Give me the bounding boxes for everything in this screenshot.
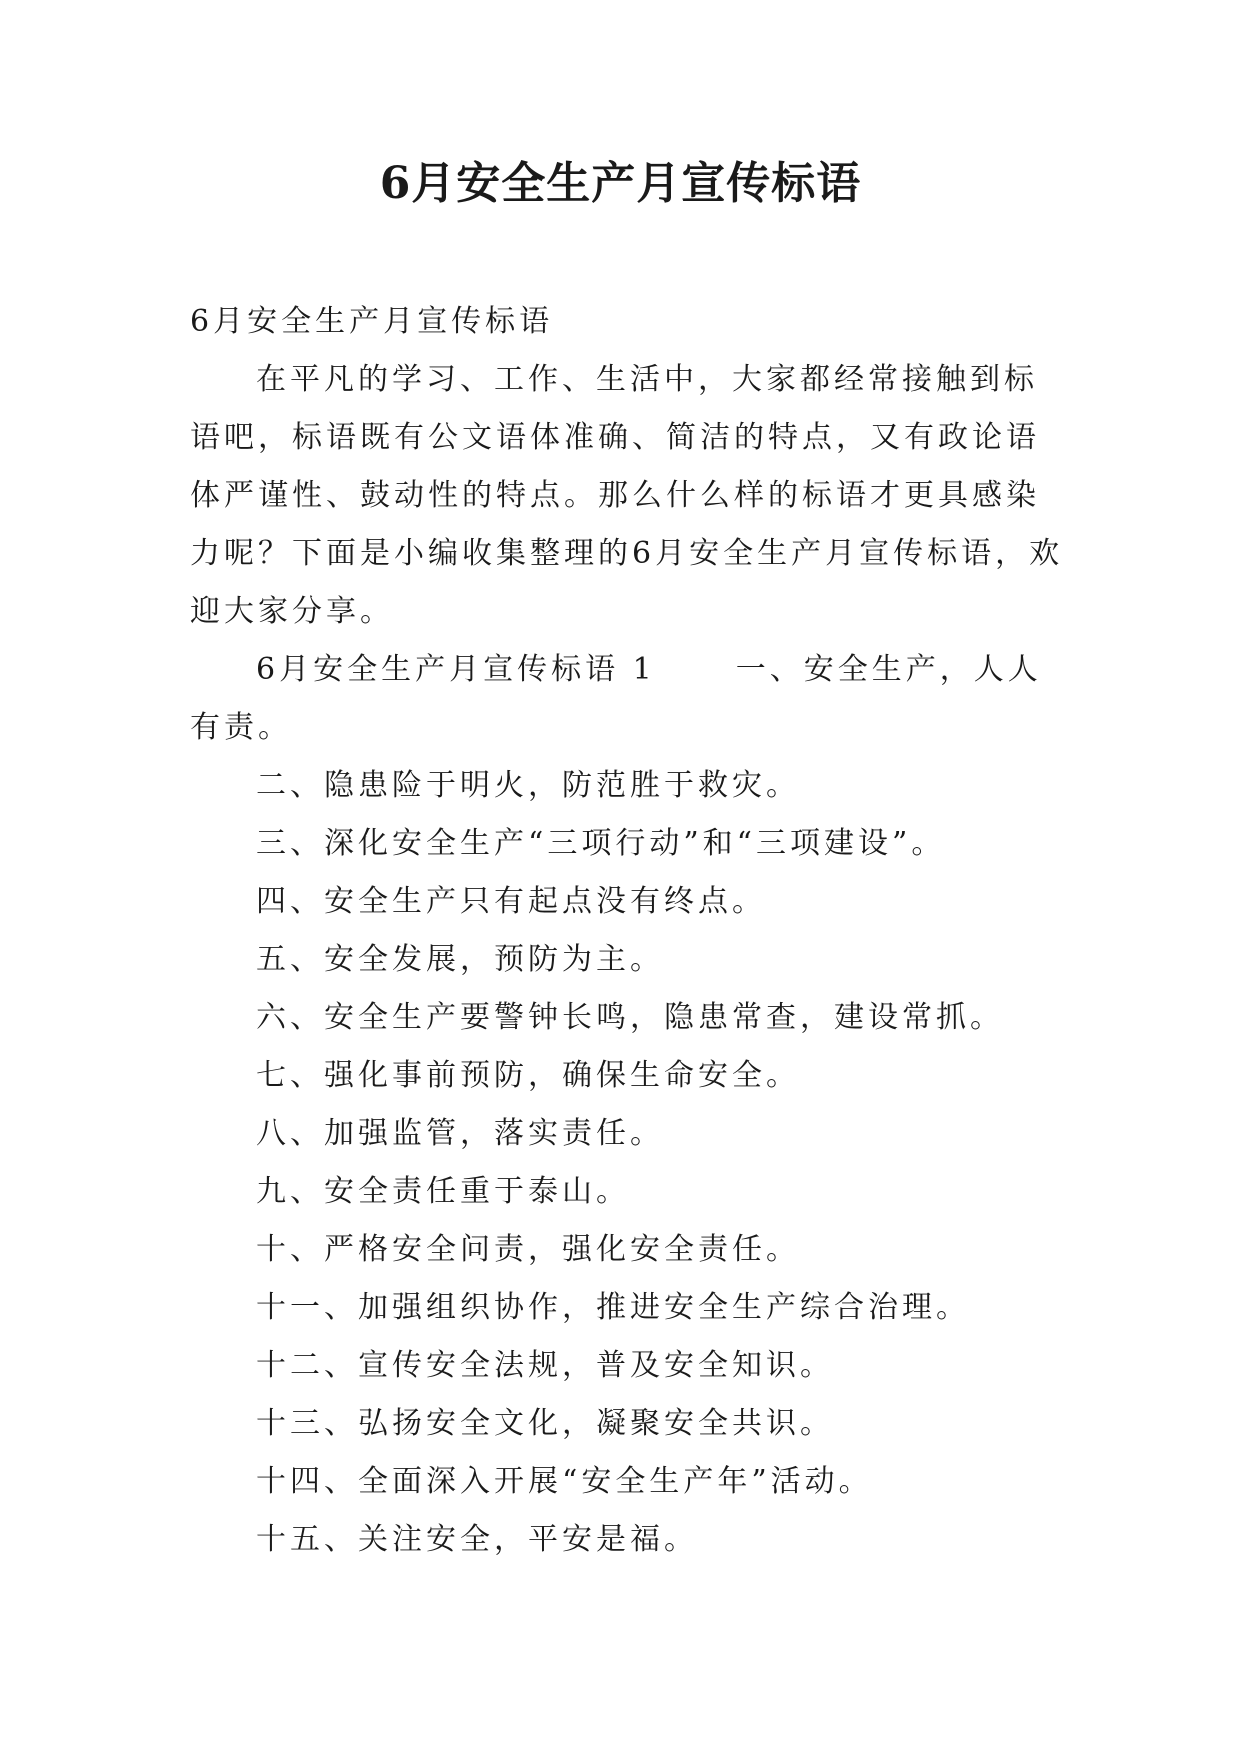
slogan-item: 十三、弘扬安全文化，凝聚安全共识。 bbox=[256, 1406, 834, 1441]
slogan-item: 十四、全面深入开展“安全生产年”活动。 bbox=[256, 1464, 873, 1499]
slogan-item: 十、严格安全问责，强化安全责任。 bbox=[256, 1232, 800, 1267]
document-body bbox=[190, 293, 1065, 1569]
section-paragraph bbox=[190, 641, 1065, 757]
slogan-item: 八、加强监管，落实责任。 bbox=[256, 1116, 664, 1151]
slogan-item: 六、安全生产要警钟长鸣，隐患常查，建设常抓。 bbox=[256, 1000, 1004, 1035]
document-title: 6月安全生产月宣传标语 bbox=[379, 158, 862, 209]
slogan-item: 十一、加强组织协作，推进安全生产综合治理。 bbox=[256, 1290, 970, 1325]
section-heading: 6月安全生产月宣传标语 1 bbox=[256, 652, 656, 687]
slogan-item: 五、安全发展，预防为主。 bbox=[256, 942, 664, 977]
slogan-item-1: 一、安全生产，人人有责。 bbox=[190, 652, 1042, 745]
document-subtitle: 6月安全生产月宣传标语 bbox=[190, 304, 554, 339]
slogan-item: 四、安全生产只有起点没有终点。 bbox=[256, 884, 766, 919]
slogan-item: 十二、宣传安全法规，普及安全知识。 bbox=[256, 1348, 834, 1383]
slogan-item: 十五、关注安全，平安是福。 bbox=[256, 1522, 698, 1557]
intro-paragraph: 在平凡的学习、工作、生活中，大家都经常接触到标语吧，标语既有公文语体准确、简洁的特点，又有政论语体严谨性、鼓动性的特点。那么什么样的标语才更具感染力呢？下面是小编收集整理的6月安全生产月宣传标语，欢迎大家分享。 bbox=[190, 362, 1064, 629]
slogan-item: 七、强化事前预防，确保生命安全。 bbox=[256, 1058, 800, 1093]
slogan-item: 九、安全责任重于泰山。 bbox=[256, 1174, 630, 1209]
slogan-item: 三、深化安全生产“三项行动”和“三项建设”。 bbox=[256, 826, 946, 861]
slogan-item: 二、隐患险于明火，防范胜于救灾。 bbox=[256, 768, 800, 803]
